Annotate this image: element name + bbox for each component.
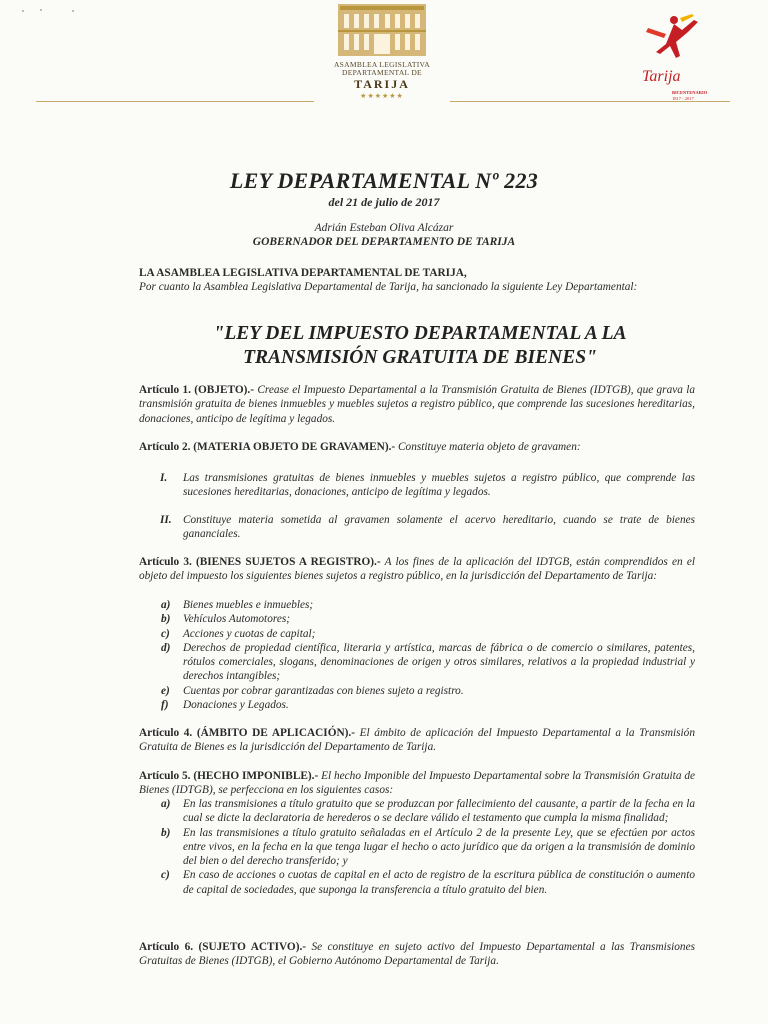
article-4-text: El ámbito de aplicación del Impuesto Departamental a la Transmisión Gratuita de Bienes es la jurisdicción del Departamento de Tarija. — [139, 727, 695, 754]
article-6-heading: Artículo 6. (SUJETO ACTIVO).- — [139, 941, 307, 953]
item-text: En caso de acciones o cuotas de capital en el acto de registro de la escritura pública de constitución o aumento de capital de sociedades, que suponga la transferencia a título gratuito del bien. — [183, 869, 695, 896]
list-item — [139, 598, 695, 612]
list-item — [139, 641, 695, 684]
article-2 — [139, 440, 695, 454]
governor-name: Adrián Esteban Oliva Alcázar — [314, 222, 454, 234]
article-4-heading: Artículo 4. (ÁMBITO DE APLICACIÓN).- — [139, 727, 355, 739]
intro-text: Por cuanto la Asamblea Legislativa Departamental de Tarija, ha sancionado la siguiente Ley Departamental: — [139, 281, 638, 294]
article-2-list-2 — [139, 513, 695, 542]
item-mark: c) — [161, 627, 170, 640]
list-item — [139, 471, 695, 500]
item-mark: a) — [161, 599, 171, 611]
item-text: En las transmisiones a título gratuito que se produzcan por fallecimiento del causante, a partir de la fecha en la cual se dicte la declaratoria de herederos o se declare válido el testamento que cumpla la misma finalidad; — [183, 798, 695, 825]
article-6-text: Se constituye en sujeto activo del Impuesto Departamental a las Transmisiones Gratuitas de Bienes (IDTGB), el Gobierno Autónomo Departamental de Tarija. — [139, 941, 695, 968]
list-item — [139, 684, 695, 698]
item-mark: f) — [161, 699, 169, 712]
governor-title: GOBERNADOR DEL DEPARTAMENTO DE TARIJA — [252, 236, 516, 248]
item-text: Bienes muebles e inmuebles; — [183, 599, 314, 611]
item-mark: d) — [161, 641, 171, 654]
item-text: Acciones y cuotas de capital; — [183, 627, 316, 640]
seal-line-2: DEPARTAMENTAL DE — [342, 68, 422, 77]
list-item — [139, 627, 695, 641]
article-5-text: El hecho Imponible del Impuesto Departamental sobre la Transmisión Gratuita de Bienes (IDTGB), se perfecciona en los siguientes casos: — [139, 770, 695, 797]
item-text: Las transmisiones gratuitas de bienes inmuebles y muebles sujetos a registro público, que comprende las sucesiones hereditarias, donaciones, anticipo de legítima y legados. — [183, 472, 695, 499]
item-mark: e) — [161, 684, 170, 697]
article-1 — [139, 383, 695, 426]
list-item — [139, 868, 695, 897]
article-3 — [139, 555, 695, 584]
seal-stars: ★★★★★★ — [360, 92, 404, 100]
scan-speck — [22, 10, 24, 12]
item-mark: II. — [160, 514, 172, 526]
seal-line-1: ASAMBLEA LEGISLATIVA — [333, 60, 431, 69]
article-4 — [139, 726, 695, 755]
list-item — [139, 826, 695, 869]
list-item — [139, 612, 695, 626]
article-1-heading: Artículo 1. (OBJETO).- — [139, 384, 254, 396]
assembly-seal — [312, 4, 452, 108]
list-item — [139, 513, 695, 542]
logo-years: 1817 - 2017 — [672, 96, 694, 101]
item-mark: a) — [161, 798, 171, 810]
intro-block — [139, 266, 695, 295]
item-text: Constituye materia sometida al gravamen solamente el acervo hereditario, cuando se trate de bienes gananciales. — [183, 514, 695, 541]
item-text: Donaciones y Legados. — [183, 699, 289, 712]
law-title: LEY DEPARTAMENTAL Nº 223 — [229, 168, 539, 193]
list-item — [139, 698, 695, 712]
list-item — [139, 797, 695, 826]
article-3-text: A los fines de la aplicación del IDTGB, están comprendidos en el objeto del impuesto los siguientes bienes sujetos a registro público, en la jurisdicción del Departamento de Tarija: — [139, 556, 695, 583]
article-2-text: Constituye materia objeto de gravamen: — [395, 441, 581, 453]
law-date: del 21 de julio de 2017 — [328, 195, 440, 209]
item-text: Vehículos Automotores; — [183, 613, 290, 626]
item-text: Derechos de propiedad científica, literaria y artística, marcas de fábrica o de comercio o similares, patentes, rótulos comerciales, slogans, denominaciones de origen y otros similares, relativos a la propiedad industrial y derechos intangibles; — [183, 641, 695, 683]
dancer-icon — [636, 10, 706, 70]
item-mark: I. — [160, 472, 168, 484]
logo-bicentenario: BICENTENARIO — [672, 90, 708, 95]
bicentenario-logo — [632, 10, 712, 102]
article-3-heading: Artículo 3. (BIENES SUJETOS A REGISTRO).- — [139, 556, 381, 568]
article-1-text: Crease el Impuesto Departamental a la Transmisión Gratuita de Bienes (IDTGB), que grava la transmisión gratuita de bienes inmuebles y muebles sujetos a registro público, que comprende las sucesiones hereditarias, donaciones, anticipo de legítima y legados. — [139, 384, 695, 425]
scan-speck — [72, 10, 74, 12]
law-name: "LEY DEL IMPUESTO DEPARTAMENTAL A LA TRANSMISIÓN GRATUITA DE BIENES" — [213, 323, 627, 368]
item-text: En las transmisiones a título gratuito señaladas en el Artículo 2 de la presente Ley, que se efectúen por actos entre vivos, en la fecha en la que tenga lugar el hecho o acto jurídico que da origen a la transmisión de dominio del bien o del derecho transferido; y — [183, 826, 695, 868]
article-5-heading: Artículo 5. (HECHO IMPONIBLE).- — [139, 770, 319, 782]
article-3-list — [139, 598, 695, 712]
item-mark: b) — [161, 613, 171, 626]
item-mark: c) — [161, 869, 170, 882]
item-text: Cuentas por cobrar garantizadas con bienes sujeto a registro. — [183, 684, 464, 697]
scan-speck — [40, 9, 42, 11]
article-5-list — [139, 797, 695, 897]
legislature-building-icon — [338, 4, 426, 56]
article-6 — [139, 940, 695, 969]
article-2-heading: Artículo 2. (MATERIA OBJETO DE GRAVAMEN).- — [139, 441, 396, 453]
assembly-heading: LA ASAMBLEA LEGISLATIVA DEPARTAMENTAL DE TARIJA, — [139, 267, 467, 279]
article-5 — [139, 769, 695, 798]
logo-wordmark: Tarija — [642, 68, 681, 85]
seal-city: TARIJA — [354, 77, 410, 91]
item-mark: b) — [161, 826, 171, 839]
header-rule-left — [36, 101, 314, 102]
article-2-list — [139, 471, 695, 500]
